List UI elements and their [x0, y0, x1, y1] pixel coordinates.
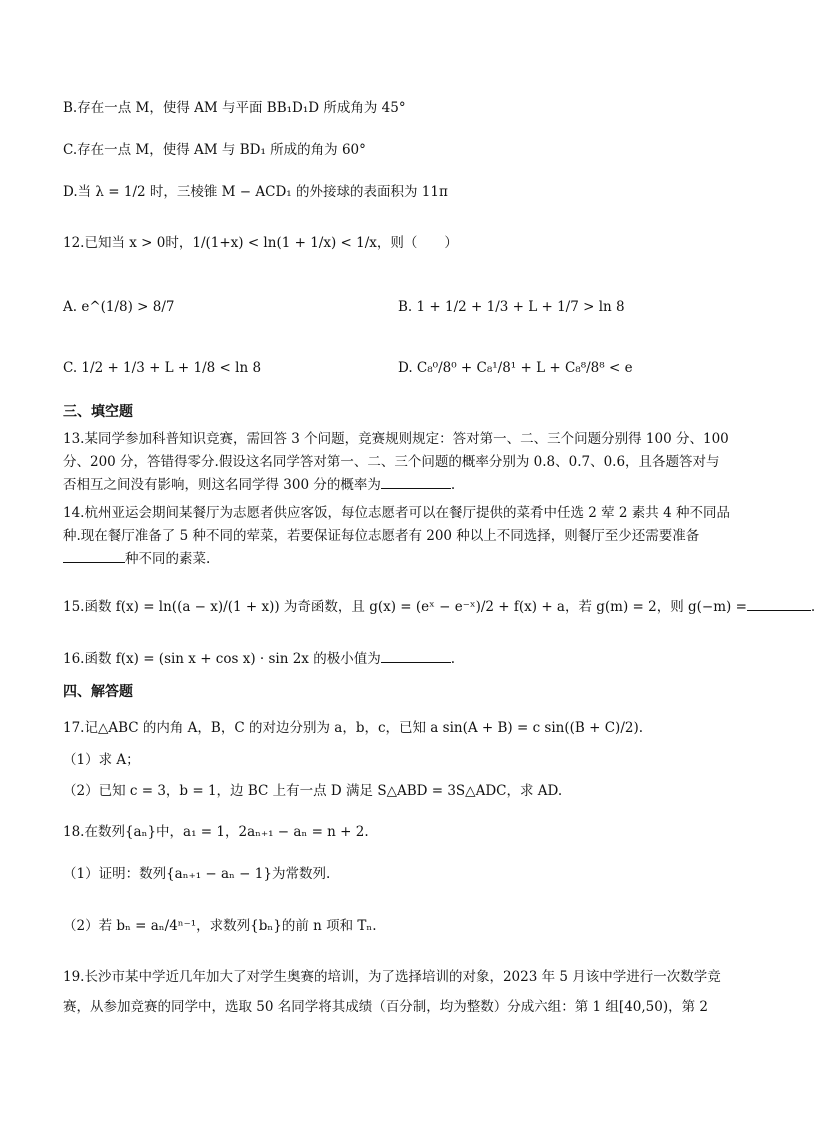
question-15: 15.函数 f(x) = ln((a − x)/(1 + x)) 为奇函数，且 g(x) = (eˣ − e⁻ˣ)/2 + f(x) + a，若 g(m) = 2，则 g(−m) = .: [63, 596, 815, 617]
q12-option-d: D. C₈⁰/8⁰ + C₈¹/8¹ + L + C₈⁸/8⁸ < e: [398, 360, 633, 376]
q12-option-a: A. e^(1/8) > 8/7: [63, 299, 175, 315]
answer-blank: [381, 648, 451, 663]
question-15-text: 15.函数 f(x) = ln((a − x)/(1 + x)) 为奇函数，且 g(x) = (eˣ − e⁻ˣ)/2 + f(x) + a，若 g(m) = 2，则 g(−m) =: [63, 599, 747, 615]
question-17: 17.记△ABC 的内角 A，B，C 的对边分别为 a，b，c，已知 a sin(A + B) = c sin((B + C)/2).: [63, 720, 644, 736]
question-14: [63, 502, 733, 571]
question-18: 18.在数列{aₙ}中，a₁ = 1，2aₙ₊₁ − aₙ = n + 2.: [63, 824, 369, 840]
question-12: 12.已知当 x > 0时，1/(1+x) < ln(1 + 1/x) < 1/x，则（ ）: [63, 235, 458, 251]
question-17-part-1: （1）求 A；: [63, 752, 140, 768]
option-b-text: B.存在一点 M，使得 AM 与平面 BB₁D₁D 所成角为 45°: [63, 100, 406, 116]
question-19: 19.长沙市某中学近几年加大了对学生奥赛的培训，为了选择培训的对象，2023 年 5 月该中学进行一次数学竞赛，从参加竞赛的同学中，选取 50 名同学将其成绩（百分制，均为整数）分成六组：第 1 组[40,50)，第 2: [63, 969, 721, 1015]
q12-option-c: C. 1/2 + 1/3 + L + 1/8 < ln 8: [63, 360, 262, 376]
question-18-part-2: （2）若 bₙ = aₙ/4ⁿ⁻¹，求数列{bₙ}的前 n 项和 Tₙ.: [63, 918, 377, 934]
question-16-text: 16.函数 f(x) = (sin x + cos x) · sin 2x 的极小值为: [63, 651, 381, 667]
answer-blank: [63, 548, 125, 563]
question-14-tail: 种不同的素菜.: [125, 551, 211, 567]
answer-blank: [381, 474, 451, 489]
question-13-text: 13.某同学参加科普知识竞赛，需回答 3 个问题，竞赛规则规定：答对第一、二、三个问题分别得 100 分、100 分、200 分，答错得零分.假设这名同学答对第一、二、三个问题的概率分别为 0.8、0.7、0.6，且各题答对与否相互之间没有影响，则这名同学得 300 分的概率为: [63, 431, 729, 493]
option-d-text: D.当 λ = 1/2 时，三棱锥 M − ACD₁ 的外接球的表面积为 11π: [63, 184, 448, 200]
answer-blank: [747, 596, 811, 611]
section-heading-solutions: 四、解答题: [63, 684, 133, 700]
section-heading-fill-blank: 三、填空题: [63, 404, 133, 420]
question-17-part-2: （2）已知 c = 3，b = 1，边 BC 上有一点 D 满足 S△ABD = 3S△ADC，求 AD.: [63, 783, 563, 799]
question-16: 16.函数 f(x) = (sin x + cos x) · sin 2x 的极小值为 .: [63, 648, 455, 669]
question-13: 13.某同学参加科普知识竞赛，需回答 3 个问题，竞赛规则规定：答对第一、二、三个问题分别得 100 分、100 分、200 分，答错得零分.假设这名同学答对第一、二、三个问题的概率分别为 0.8、0.7、0.6，且各题答对与否相互之间没有影响，则这名同学得 300 分的概率为 .: [63, 431, 729, 493]
question-18-part-1: （1）证明：数列{aₙ₊₁ − aₙ − 1}为常数列.: [63, 866, 331, 882]
question-14-text: 14.杭州亚运会期间某餐厅为志愿者供应客饭，每位志愿者可以在餐厅提供的菜肴中任选 2 荤 2 素共 4 种不同品种.现在餐厅准备了 5 种不同的荤菜，若要保证每位志愿者有 200 种以上不同选择，则餐厅至少还需要准备: [63, 505, 730, 544]
q12-option-b: B. 1 + 1/2 + 1/3 + L + 1/7 > ln 8: [398, 299, 625, 315]
option-c-text: C.存在一点 M，使得 AM 与 BD₁ 所成的角为 60°: [63, 142, 366, 158]
